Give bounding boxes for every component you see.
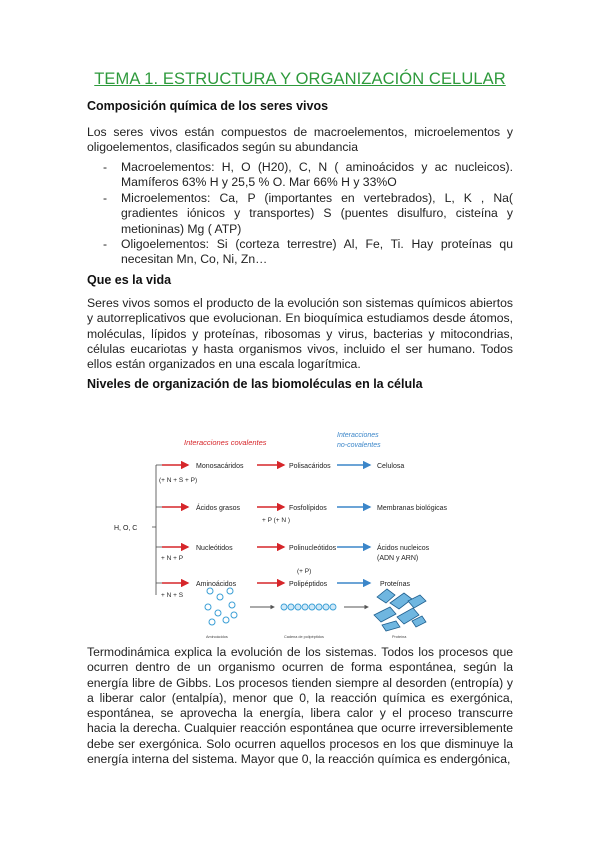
bullet-oligoelements: Oligoelementos: Si (corteza terrestre) Al, Fe, Ti. Hay proteínas qu necesitan Mn, Co, Ni, Zn…: [121, 237, 513, 267]
polypeptide-chain: [281, 604, 336, 610]
bracket: [152, 465, 162, 595]
caption-polypeptide: Cadena de polipéptidos: [284, 635, 324, 639]
monomer-label: Aminoácidos: [196, 581, 237, 588]
paragraph-thermodynamics: Termodinámica explica la evolución de los sistemas. Todos los procesos que ocurren dentro de un organismo ocurren de forma espontánea, según la energía libre de Gibbs. Los procesos tienden siempre al desorden (entropía) y a liberar calor (entalpía), menor que 0, la reacción química es exergónica, espontánea, se aprovecha la energía, libera calor y el proceso transcurre hacia la derecha. Cualquier reacción espontánea que ocurre irreversiblemente debe ser exergónica. Solo ocurren aquellos procesos en los que disminuye la energía interna del sistema. Mayor que 0, la reacción química es endergónica,: [87, 645, 513, 767]
polymer-label: Polinucleótidos: [289, 545, 337, 552]
biomolecule-levels-diagram: [112, 425, 482, 643]
amino-acid-circles: [205, 588, 237, 625]
section-heading-life: Que es la vida: [87, 273, 172, 287]
header-covalent: Interacciones covalentes: [184, 438, 267, 447]
polymer-label: Polipéptidos: [289, 581, 328, 588]
bullet-marker: -: [103, 160, 108, 174]
bullet-microelements: Microelementos: Ca, P (importantes en vertebrados), L, K , Na( gradientes iónicos y transportes) S (puentes disulfuro, cisteína y metioninas) Mg ( ATP): [121, 191, 513, 236]
result-label: Proteínas: [380, 581, 410, 588]
result-sublabel: (ADN y ARN): [377, 555, 419, 562]
label-plus-p: (+ P): [297, 568, 312, 575]
bullet-macroelements: Macroelementos: H, O (H20), C, N ( aminoácidos y ac nucleicos). Mamíferos 63% H y 25,5 % O. Mar 66% H y 33%O: [121, 160, 513, 190]
label-p-n: + P (+ N ): [262, 517, 291, 524]
row-extra-label: + N + S: [161, 592, 184, 599]
row-extra-label: + N + P: [161, 555, 184, 562]
bullet-marker: -: [103, 191, 108, 205]
root-elements: H, O, C: [114, 525, 138, 532]
caption-protein: Proteína: [392, 635, 407, 639]
result-label: Celulosa: [377, 463, 405, 470]
monomer-label: Monosacáridos: [196, 463, 244, 470]
paragraph-life: Seres vivos somos el producto de la evolución son sistemas químicos abiertos y autorreplicativos que evolucionan. En bioquímica estudiamos desde átomos, moléculas, lípidos y proteínas, ribosomas y virus, bacterias y mitocondrias, células eucariotas y hasta organismos vivos, incluido el ser humano. Todos ellos están organizados en una escala logarítmica.: [87, 296, 513, 372]
header-noncovalent-1: Interacciones: [337, 432, 379, 439]
polymer-label: Polisacáridos: [289, 463, 331, 470]
result-label: Ácidos nucleicos: [377, 545, 430, 552]
monomer-label: Ácidos grasos: [196, 505, 240, 512]
protein-structure: [374, 589, 426, 631]
section-heading-organization: Niveles de organización de las biomoléculas en la célula: [87, 377, 423, 391]
polymer-label: Fosfolípidos: [289, 505, 327, 512]
section-heading-composition: Composición química de los seres vivos: [87, 99, 329, 113]
paragraph-composition-intro: Los seres vivos están compuestos de macroelementos, microelementos y oligoelementos, clasificados según su abundancia: [87, 125, 513, 155]
result-label: Membranas biológicas: [377, 505, 448, 512]
row-extra-label: (+ N + S + P): [159, 477, 198, 484]
page-title: TEMA 1. ESTRUCTURA Y ORGANIZACIÓN CELULAR: [94, 70, 506, 88]
monomer-label: Nucleótidos: [196, 545, 233, 552]
caption-amino-acids: Aminoácidos: [206, 635, 228, 639]
header-noncovalent-2: no-covalentes: [337, 442, 381, 449]
bullet-marker: -: [103, 237, 108, 251]
